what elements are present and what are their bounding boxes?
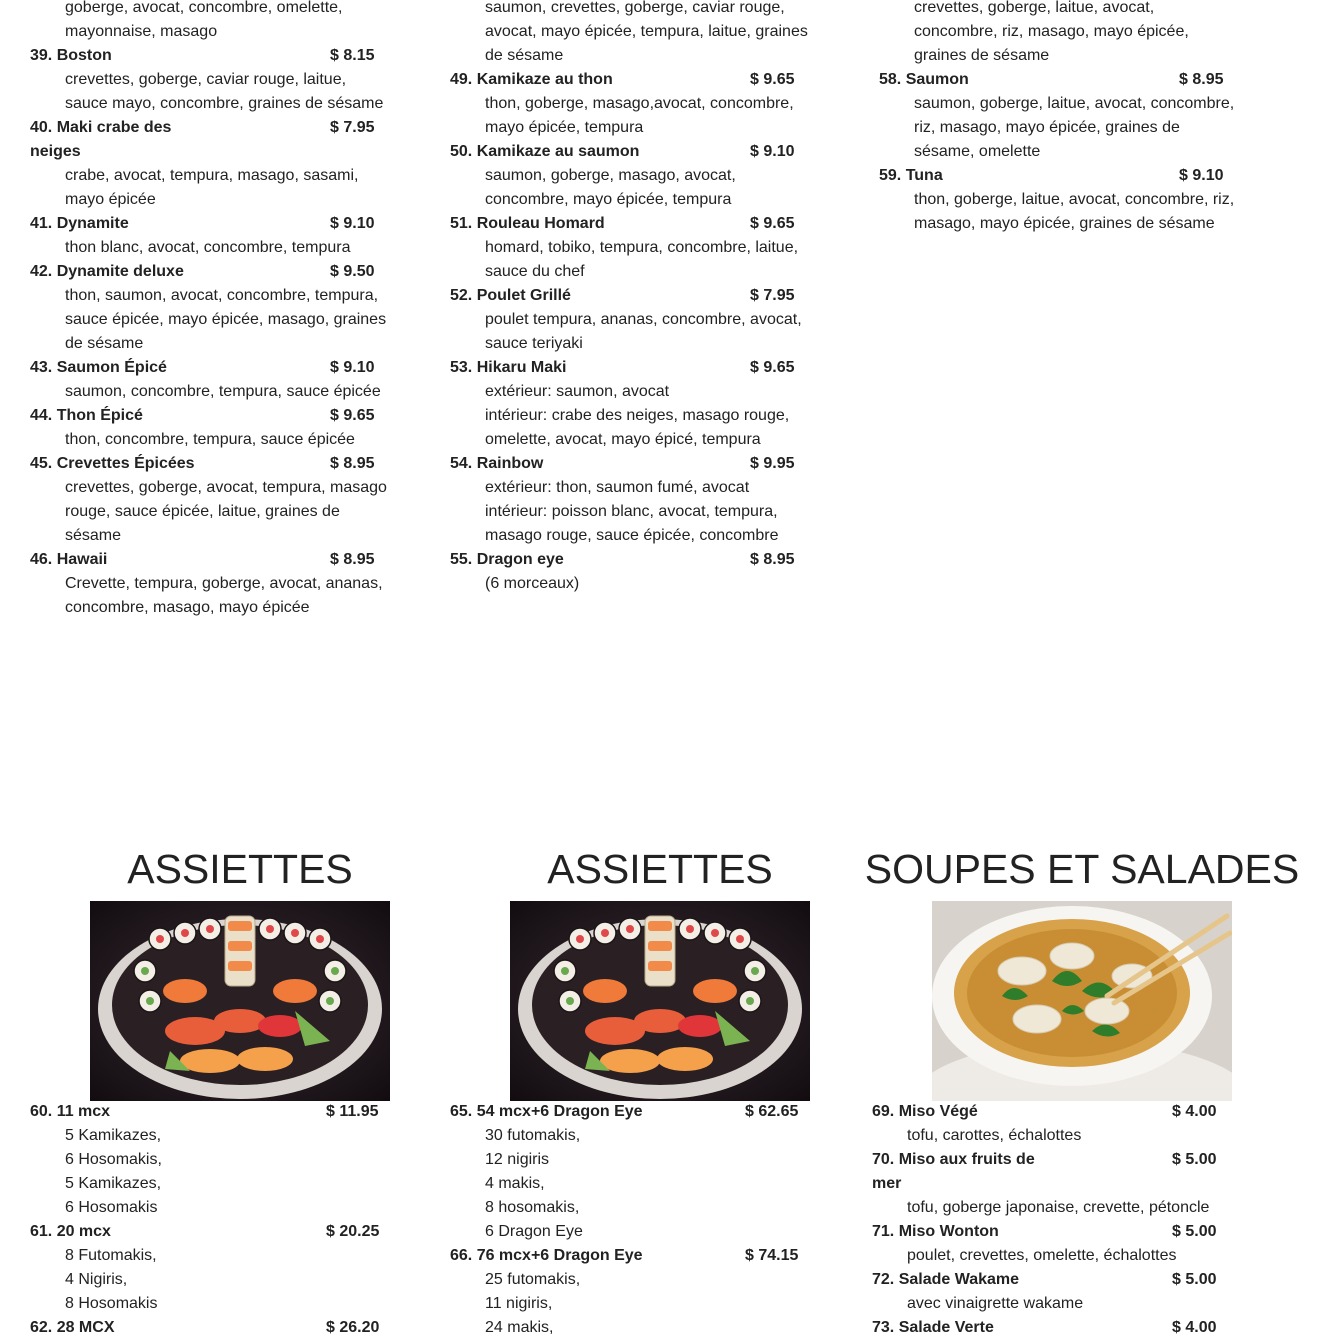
- description-line: saumon, goberge, masago, avocat,: [485, 167, 736, 184]
- item-name: [872, 1316, 1252, 1340]
- description-line: 5 Kamikazes,: [65, 1175, 162, 1192]
- sushi-platter-illustration-2: [510, 901, 810, 1101]
- item-description: [450, 308, 830, 356]
- item-name-line: 52. Poulet Grillé: [450, 287, 571, 304]
- description-line: omelette, avocat, mayo épicé, tempura: [485, 431, 761, 448]
- description-line: mayo épicée: [65, 191, 156, 208]
- description-line: crevettes, goberge, laitue, avocat,: [914, 0, 1155, 16]
- description-line: riz, masago, mayo épicée, graines de: [914, 119, 1180, 136]
- description-line: Crevette, tempura, goberge, avocat, ananas,: [65, 575, 383, 592]
- menu-item: [450, 452, 830, 548]
- item-name-line: 73. Salade Verte: [872, 1319, 994, 1336]
- item-name-line: 65. 54 mcx+6 Dragon Eye: [450, 1103, 643, 1120]
- item-name: [450, 1100, 830, 1124]
- description-line: poulet tempura, ananas, concombre, avocat,: [485, 311, 802, 328]
- description-line: 5 Kamikazes,: [65, 1127, 162, 1144]
- item-description: [30, 428, 410, 452]
- item-price: $ 5.00: [1172, 1271, 1217, 1288]
- description-line: mayo épicée, tempura: [485, 119, 644, 136]
- item-name-line: mer: [872, 1175, 902, 1192]
- item-description: [30, 476, 410, 548]
- item-price: $ 9.10: [330, 359, 375, 376]
- item-price: $ 9.65: [330, 407, 375, 424]
- item-description: [450, 572, 830, 596]
- item-name: [30, 404, 410, 428]
- item-name: [450, 140, 830, 164]
- item-name: [30, 1316, 410, 1340]
- item-description: [450, 380, 830, 452]
- item-description: [30, 572, 410, 620]
- item-description: [872, 1124, 1252, 1148]
- menu-column-2: [450, 0, 830, 596]
- section-title-assiettes-2: ASSIETTES: [547, 846, 773, 892]
- item-name-line: 39. Boston: [30, 47, 112, 64]
- menu-item: [872, 1268, 1252, 1316]
- item-name: [879, 68, 1259, 92]
- item-price: $ 4.00: [1172, 1319, 1217, 1336]
- item-price: $ 5.00: [1172, 1223, 1217, 1240]
- menu-item: [30, 452, 410, 548]
- item-description: [450, 236, 830, 284]
- item-name-line: 71. Miso Wonton: [872, 1223, 999, 1240]
- item-description: [450, 164, 830, 212]
- menu-item: [450, 140, 830, 212]
- description-line: sauce teriyaki: [485, 335, 583, 352]
- menu-item: [30, 1316, 410, 1340]
- item-price: $ 8.15: [330, 47, 375, 64]
- menu-item: [879, 68, 1259, 164]
- description-line: tofu, goberge japonaise, crevette, pétoncle: [907, 1199, 1210, 1216]
- item-name-line: 42. Dynamite deluxe: [30, 263, 184, 280]
- item-price: $ 11.95: [326, 1103, 379, 1120]
- item-name: [450, 212, 830, 236]
- item-description: [30, 236, 410, 260]
- description-line: 8 Hosomakis: [65, 1295, 158, 1312]
- menu-item: [450, 548, 830, 596]
- description-line: thon, goberge, laitue, avocat, concombre, riz,: [914, 191, 1235, 208]
- item-price: $ 4.00: [1172, 1103, 1217, 1120]
- item-name-line: 51. Rouleau Homard: [450, 215, 605, 232]
- description-line: thon blanc, avocat, concombre, tempura: [65, 239, 351, 256]
- wonton-soup-illustration: [932, 901, 1232, 1101]
- description-line: avec vinaigrette wakame: [907, 1295, 1084, 1312]
- item-description: [30, 284, 410, 356]
- description-line: sésame, omelette: [914, 143, 1041, 160]
- item-description: [450, 0, 830, 68]
- item-name-line: 46. Hawaii: [30, 551, 108, 568]
- item-name: [30, 1220, 410, 1244]
- item-price: $ 9.10: [1179, 167, 1224, 184]
- menu-item: [30, 1100, 410, 1220]
- item-name: [879, 164, 1259, 188]
- menu-item: [872, 1220, 1252, 1268]
- description-line: thon, concombre, tempura, sauce épicée: [65, 431, 355, 448]
- item-name: [450, 284, 830, 308]
- item-description: [450, 92, 830, 140]
- item-name: [30, 548, 410, 572]
- item-name-line: 40. Maki crabe des: [30, 119, 172, 136]
- description-line: sauce mayo, concombre, graines de sésame: [65, 95, 384, 112]
- item-description: [450, 476, 830, 548]
- menu-item: [450, 284, 830, 356]
- item-name-line: neiges: [30, 143, 81, 160]
- item-name: [872, 1220, 1252, 1244]
- description-line: tofu, carottes, échalottes: [907, 1127, 1082, 1144]
- item-name: [872, 1148, 1252, 1196]
- item-name: [450, 68, 830, 92]
- item-description: [879, 188, 1259, 236]
- description-line: rouge, sauce épicée, laitue, graines de: [65, 503, 340, 520]
- description-line: 30 futomakis,: [485, 1127, 581, 1144]
- item-name-line: 55. Dragon eye: [450, 551, 564, 568]
- description-line: 8 Futomakis,: [65, 1247, 157, 1264]
- section-title-soupes-salades: SOUPES ET SALADES: [864, 846, 1300, 892]
- item-name: [30, 212, 410, 236]
- section-title-assiettes-1: ASSIETTES: [127, 846, 353, 892]
- description-line: graines de sésame: [914, 47, 1050, 64]
- description-line: 6 Hosomakis: [65, 1199, 158, 1216]
- item-description: [879, 0, 1259, 68]
- description-line: de sésame: [485, 47, 564, 64]
- item-name: [30, 1100, 410, 1124]
- menu-column-1: [30, 0, 410, 620]
- menu-item: [450, 212, 830, 284]
- description-line: masago, mayo épicée, graines de sésame: [914, 215, 1215, 232]
- description-line: avocat, mayo épicée, tempura, laitue, graines: [485, 23, 808, 40]
- menu-item: [872, 1316, 1252, 1340]
- sushi-platter-image: [90, 901, 390, 1101]
- item-description: [872, 1196, 1252, 1220]
- item-name-line: 72. Salade Wakame: [872, 1271, 1020, 1288]
- description-line: concombre, masago, mayo épicée: [65, 599, 310, 616]
- item-price: $ 9.65: [750, 359, 795, 376]
- menu-item: [30, 44, 410, 116]
- item-name-line: 61. 20 mcx: [30, 1223, 111, 1240]
- description-line: 6 Hosomakis,: [65, 1151, 162, 1168]
- menu-item: [30, 212, 410, 260]
- item-price: $ 62.65: [745, 1103, 799, 1120]
- description-line: 8 hosomakis,: [485, 1199, 580, 1216]
- item-price: $ 74.15: [745, 1247, 799, 1264]
- menu-column-6: [872, 1100, 1252, 1340]
- item-description: [879, 92, 1259, 164]
- description-line: thon, saumon, avocat, concombre, tempura,: [65, 287, 379, 304]
- item-name: [30, 44, 410, 68]
- item-name-line: 59. Tuna: [879, 167, 943, 184]
- description-line: homard, tobiko, tempura, concombre, laitue,: [485, 239, 799, 256]
- menu-column-3: [879, 0, 1259, 236]
- description-line: 4 makis,: [485, 1175, 545, 1192]
- description-line: extérieur: saumon, avocat: [485, 383, 670, 400]
- item-name-line: 62. 28 MCX: [30, 1319, 115, 1336]
- item-description: [30, 68, 410, 116]
- description-line: mayonnaise, masago: [65, 23, 218, 40]
- description-line: 25 futomakis,: [485, 1271, 581, 1288]
- menu-item: [879, 164, 1259, 236]
- item-price: $ 9.10: [330, 215, 375, 232]
- item-name: [30, 356, 410, 380]
- description-line: crabe, avocat, tempura, masago, sasami,: [65, 167, 359, 184]
- item-name: [872, 1268, 1252, 1292]
- item-description: [872, 1244, 1252, 1268]
- description-line: goberge, avocat, concombre, omelette,: [65, 0, 343, 16]
- item-description: [450, 1268, 830, 1340]
- menu-column-4: [30, 1100, 410, 1340]
- item-description: [450, 1124, 830, 1244]
- menu-item: [450, 68, 830, 140]
- description-line: poulet, crevettes, omelette, échalottes: [907, 1247, 1177, 1264]
- description-line: concombre, riz, masago, mayo épicée,: [914, 23, 1189, 40]
- item-name-line: 69. Miso Végé: [872, 1103, 978, 1120]
- item-name: [450, 356, 830, 380]
- item-name: [450, 548, 830, 572]
- item-price: $ 5.00: [1172, 1151, 1217, 1168]
- item-description: [30, 380, 410, 404]
- item-name: [30, 116, 410, 164]
- item-price: $ 9.10: [750, 143, 795, 160]
- item-description: [872, 1292, 1252, 1316]
- description-line: 4 Nigiris,: [65, 1271, 128, 1288]
- item-description: [30, 1124, 410, 1220]
- item-name-line: 50. Kamikaze au saumon: [450, 143, 640, 160]
- wonton-soup-image: [932, 901, 1232, 1101]
- item-price: $ 9.95: [750, 455, 795, 472]
- description-line: 24 makis,: [485, 1319, 554, 1336]
- item-name-line: 41. Dynamite: [30, 215, 129, 232]
- item-name-line: 70. Miso aux fruits de: [872, 1151, 1035, 1168]
- description-line: sauce du chef: [485, 263, 585, 280]
- description-line: masago rouge, sauce épicée, concombre: [485, 527, 779, 544]
- menu-item: [872, 1100, 1252, 1148]
- item-name-line: 45. Crevettes Épicées: [30, 455, 195, 472]
- menu-item: [30, 548, 410, 620]
- sushi-platter-illustration: [90, 901, 390, 1101]
- menu-item: [450, 356, 830, 452]
- item-name-line: 49. Kamikaze au thon: [450, 71, 613, 88]
- item-price: $ 7.95: [750, 287, 795, 304]
- item-name-line: 44. Thon Épicé: [30, 407, 143, 424]
- description-line: crevettes, goberge, caviar rouge, laitue,: [65, 71, 347, 88]
- item-name-line: 43. Saumon Épicé: [30, 359, 167, 376]
- description-line: saumon, goberge, laitue, avocat, concombre,: [914, 95, 1235, 112]
- item-description: [30, 0, 410, 44]
- item-price: $ 20.25: [326, 1223, 380, 1240]
- item-price: $ 8.95: [750, 551, 795, 568]
- item-name-line: 60. 11 mcx: [30, 1103, 111, 1120]
- item-name: [872, 1100, 1252, 1124]
- description-line: 11 nigiris,: [485, 1295, 553, 1312]
- description-line: 6 Dragon Eye: [485, 1223, 583, 1240]
- item-name: [30, 260, 410, 284]
- menu-item: [872, 1148, 1252, 1220]
- item-name: [30, 452, 410, 476]
- item-name-line: 53. Hikaru Maki: [450, 359, 567, 376]
- menu-item: [30, 260, 410, 356]
- item-name: [450, 452, 830, 476]
- description-line: sauce épicée, mayo épicée, masago, graines: [65, 311, 387, 328]
- description-line: de sésame: [65, 335, 144, 352]
- menu-item: [450, 1244, 830, 1340]
- description-line: saumon, crevettes, goberge, caviar rouge,: [485, 0, 785, 16]
- item-price: $ 9.50: [330, 263, 375, 280]
- item-price: $ 26.20: [326, 1319, 380, 1336]
- description-line: intérieur: poisson blanc, avocat, tempura,: [485, 503, 778, 520]
- description-line: 12 nigiris: [485, 1151, 550, 1168]
- item-price: $ 8.95: [330, 551, 375, 568]
- item-price: $ 9.65: [750, 215, 795, 232]
- item-price: $ 8.95: [330, 455, 375, 472]
- item-description: [30, 164, 410, 212]
- description-line: sésame: [65, 527, 122, 544]
- menu-column-5: [450, 1100, 830, 1340]
- item-name-line: 66. 76 mcx+6 Dragon Eye: [450, 1247, 643, 1264]
- description-line: crevettes, goberge, avocat, tempura, masago: [65, 479, 387, 496]
- menu-item: [30, 404, 410, 452]
- description-line: (6 morceaux): [485, 575, 580, 592]
- sushi-platter-image-2: [510, 901, 810, 1101]
- item-description: [30, 1244, 410, 1316]
- menu-item: [30, 1220, 410, 1316]
- description-line: extérieur: thon, saumon fumé, avocat: [485, 479, 750, 496]
- item-name-line: 58. Saumon: [879, 71, 969, 88]
- item-price: $ 8.95: [1179, 71, 1224, 88]
- description-line: saumon, concombre, tempura, sauce épicée: [65, 383, 381, 400]
- item-name: [450, 1244, 830, 1268]
- item-price: $ 9.65: [750, 71, 795, 88]
- menu-item: [30, 356, 410, 404]
- menu-item: [30, 116, 410, 212]
- description-line: thon, goberge, masago,avocat, concombre,: [485, 95, 794, 112]
- item-name-line: 54. Rainbow: [450, 455, 544, 472]
- menu-item: [450, 1100, 830, 1244]
- description-line: concombre, mayo épicée, tempura: [485, 191, 732, 208]
- item-price: $ 7.95: [330, 119, 375, 136]
- description-line: intérieur: crabe des neiges, masago rouge,: [485, 407, 790, 424]
